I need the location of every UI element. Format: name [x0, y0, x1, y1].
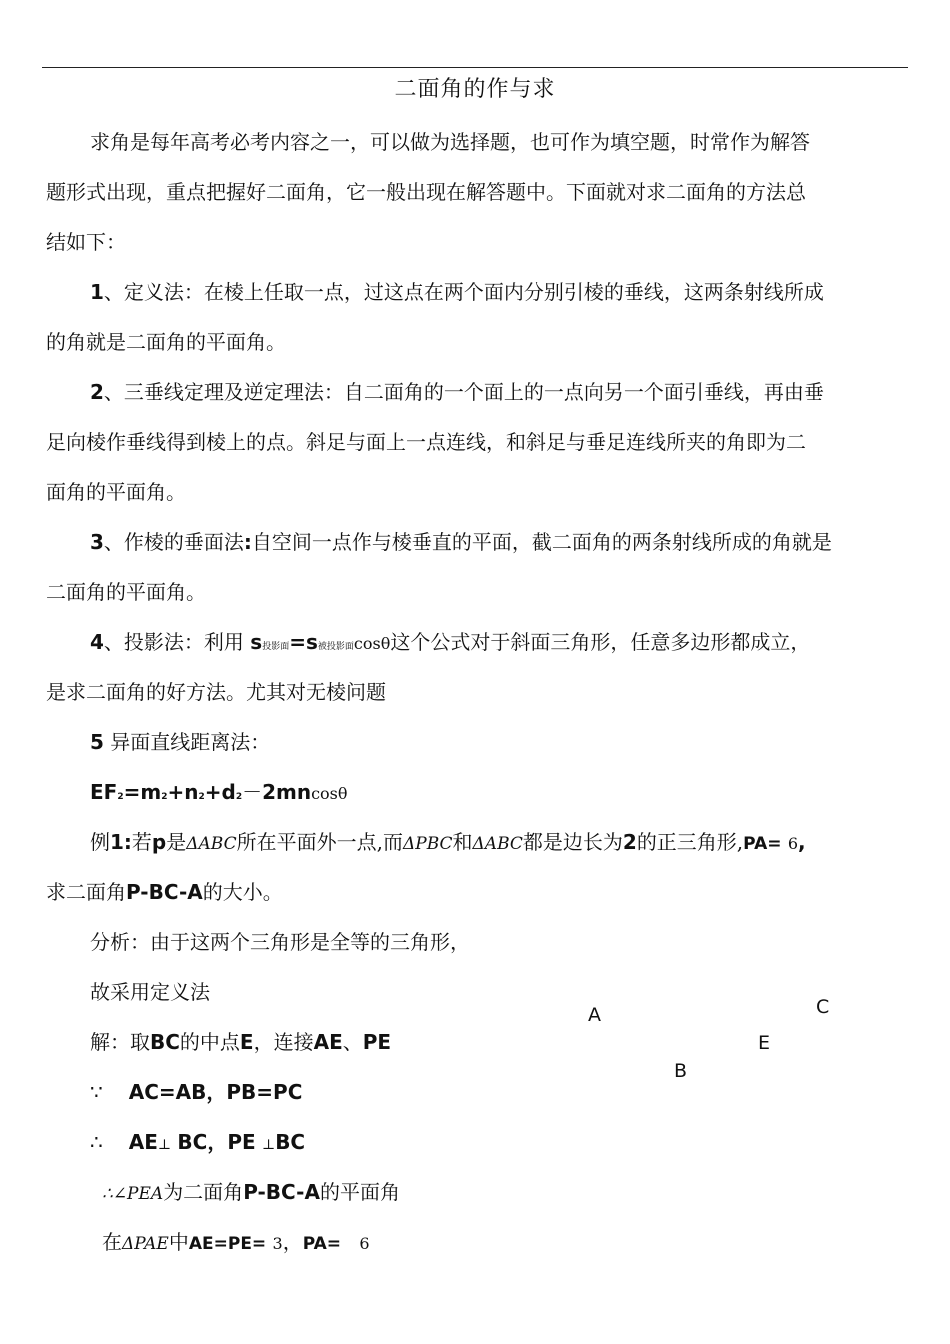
pa-label: PA= [743, 834, 782, 854]
document-title: 二面角的作与求 [394, 77, 556, 102]
perpendicular-symbol-2: ⊥ [262, 1137, 276, 1153]
side-length: 2 [622, 830, 637, 854]
pa-label-2: PA= [302, 1234, 342, 1254]
intro-line-1: 求角是每年高考必考内容之一，可以做为选择题，也可作为填空题，时常作为解答 [90, 130, 810, 154]
example-1-line-1 [90, 826, 806, 855]
formula-exp-2: 2 [161, 792, 168, 802]
triangle-pbc: ΔPBC [402, 834, 453, 854]
example-comma: , [798, 830, 806, 854]
method-2-text: 、三垂线定理及逆定理法：自二面角的一个面上的一点向另一个面引垂线，再由垂 [103, 380, 824, 404]
method-4-number: 4 [90, 630, 104, 654]
example-text-3: 所在平面外一点,而 [236, 830, 403, 854]
solution-text-3: ，连接 [253, 1030, 314, 1054]
method-3-title: 、作棱的垂面法 [103, 530, 244, 554]
method-2-line-1 [90, 376, 824, 405]
figure-label-c: C [816, 996, 830, 1018]
ae-pe-value: 3 [272, 1234, 283, 1253]
plane-angle-text-2: 的平面角 [319, 1180, 400, 1204]
plane-angle-text-1: 为二面角 [163, 1180, 244, 1204]
solution-line [90, 1026, 391, 1055]
solution-text-1: 解：取 [90, 1030, 150, 1054]
formula-n: +n [167, 780, 199, 804]
example-text-6: 的正三角形, [636, 830, 744, 854]
example-text-2: 是 [166, 830, 187, 854]
triangle-pae-line [102, 1226, 370, 1255]
triangle-abc: ΔABC [186, 834, 237, 854]
segment-ae-2: AE [128, 1130, 158, 1154]
method-4-title: 、投影法：利用 [103, 630, 244, 654]
point-e: E [239, 1030, 254, 1054]
example-text-4: 和 [452, 830, 473, 854]
figure-label-a: A [588, 1004, 601, 1026]
formula-d: +d [204, 780, 236, 804]
segment-bc: BC [150, 1030, 180, 1054]
because-symbol: ∵ [90, 1080, 103, 1104]
method-3-text: 自空间一点作与棱垂直的平面，截二面角的两条射线所成的角就是 [251, 530, 832, 554]
segment-bc-2: BC [275, 1130, 306, 1154]
method-1-line-1 [90, 276, 824, 305]
pa-value-2: 6 [359, 1234, 370, 1253]
segment-bc-pe: BC，PE [177, 1130, 256, 1154]
method-choice-line: 故采用定义法 [90, 980, 210, 1004]
since-line [90, 1076, 302, 1105]
formula-equals-s: =s [289, 630, 318, 654]
dihedral-angle-name: P-BC-A [126, 880, 203, 904]
formula-2mn: 2mn [262, 780, 312, 804]
intro-line-2: 题形式出现，重点把握好二面角，它一般出现在解答题中。下面就对求二面角的方法总 [46, 180, 806, 204]
figure-label-e: E [758, 1032, 771, 1054]
distance-formula [90, 776, 348, 805]
dihedral-angle-name-2: P-BC-A [243, 1180, 320, 1204]
method-2-line-3: 面角的平面角。 [46, 480, 186, 504]
since-statement: AC=AB，PB=PC [128, 1080, 303, 1104]
method-3-line-2: 二面角的平面角。 [46, 580, 206, 604]
example-text-5: 都是边长为 [522, 830, 623, 854]
segment-pe: PE [362, 1030, 392, 1054]
top-rule [42, 67, 908, 68]
formula-minus: － [242, 780, 263, 804]
formula-cos-theta: cosθ [311, 784, 348, 803]
solution-text-2: 的中点 [179, 1030, 240, 1054]
solution-text-4: 、 [342, 1030, 363, 1054]
method-2-number: 2 [90, 380, 104, 404]
in-text: 在 [102, 1230, 122, 1254]
method-4-line-2: 是求二面角的好方法。尤其对无棱问题 [46, 680, 386, 704]
ae-pe-label: AE=PE= [188, 1234, 267, 1254]
example-label: 例 [90, 830, 110, 854]
plane-angle-line [102, 1176, 400, 1205]
example-question-1: 求二面角 [46, 880, 126, 904]
formula-exp-4: 2 [235, 792, 243, 802]
example-text-1: 若 [131, 830, 152, 854]
analysis-line: 分析：由于这两个三角形是全等的三角形， [90, 930, 470, 954]
segment-ae: AE [313, 1030, 343, 1054]
method-4-text: 这个公式对于斜面三角形，任意多边形都成立， [390, 630, 811, 654]
subscript-projected-plane: 被投影面 [317, 642, 354, 652]
method-5-number: 5 [90, 730, 104, 754]
triangle-abc-2: ΔABC [472, 834, 523, 854]
example-1-line-2 [46, 876, 283, 905]
therefore-symbol: ∴ [90, 1130, 103, 1154]
method-5-line [90, 726, 270, 755]
method-3-line-1 [90, 526, 832, 555]
method-2-line-2: 足向棱作垂线得到棱上的点。斜足与面上一点连线，和斜足与垂足连线所夹的角即为二 [46, 430, 806, 454]
example-number: 1 [110, 830, 124, 854]
angle-pea: ∴∠PEA [102, 1184, 164, 1204]
therefore-line [90, 1126, 305, 1155]
intro-line-3: 结如下： [46, 230, 126, 254]
triangle-pae: ΔPAE [122, 1234, 169, 1254]
example-question-2: 的大小。 [202, 880, 283, 904]
formula-cos: cosθ [353, 634, 391, 653]
formula-m: =m [123, 780, 162, 804]
method-1-text: 、定义法：在棱上任取一点，过这点在两个面内分别引棱的垂线，这两条射线所成 [103, 280, 824, 304]
example-colon: : [123, 830, 132, 854]
middle-text: 中 [168, 1230, 189, 1254]
formula-exp-3: 2 [198, 792, 205, 802]
method-4-line-1 [90, 626, 810, 655]
perpendicular-symbol-1: ⊥ [157, 1137, 172, 1153]
method-5-title: 异面直线距离法： [110, 730, 271, 754]
point-p: p [151, 830, 167, 854]
method-3-colon: : [243, 530, 252, 554]
separator: ， [282, 1230, 303, 1254]
formula-s: s [250, 630, 263, 654]
method-3-number: 3 [90, 530, 104, 554]
method-1-line-2: 的角就是二面角的平面角。 [46, 330, 286, 354]
pa-value: 6 [787, 834, 799, 853]
formula-ef: EF [90, 780, 118, 804]
formula-exp-1: 2 [117, 792, 124, 802]
method-1-number: 1 [90, 280, 104, 304]
subscript-projection-plane: 投影面 [262, 642, 290, 652]
figure-label-b: B [674, 1060, 688, 1082]
